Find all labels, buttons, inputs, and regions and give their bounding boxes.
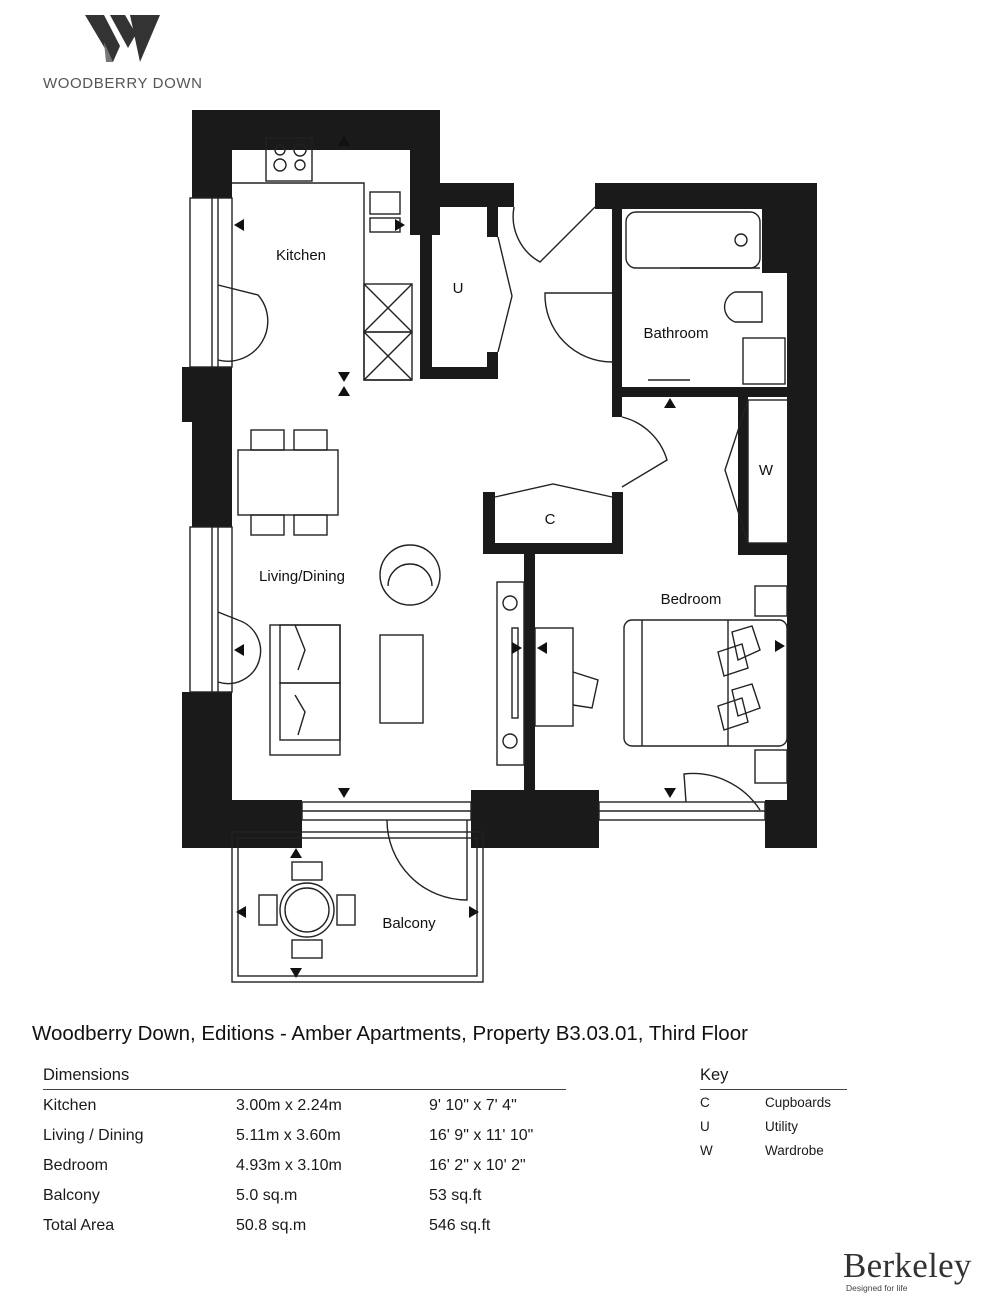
room-label-wardrobe: W [758,462,774,479]
key-meaning: Wardrobe [765,1143,824,1158]
dimension-row [43,1090,566,1120]
utility-doors [498,237,512,352]
dimension-imperial: 16' 9" x 11' 10" [429,1127,534,1144]
key-heading: Key [700,1066,847,1090]
key-row [700,1114,847,1138]
wall-right [787,183,817,848]
dimension-metric: 4.93m x 3.10m [236,1157,342,1174]
dimension-row [43,1120,566,1150]
room-label-cupboard: C [544,511,556,528]
dimension-metric: 5.11m x 3.60m [236,1127,341,1144]
balcony-outline [232,832,483,982]
wall-utility-right-top [487,207,498,237]
bedroom-window-door [684,774,760,810]
wall-bottom-right [765,800,817,848]
balcony-table [280,883,334,937]
wall-bottom-left [182,800,302,848]
dimension-room: Kitchen [43,1097,97,1114]
bedroom-door [622,417,667,487]
wall-cupboard-right [612,492,623,554]
wall-left-middle [192,367,232,527]
dimension-room: Bedroom [43,1157,108,1174]
cupboard-doors [495,484,612,497]
desk [535,628,573,726]
key-code: C [700,1095,710,1110]
coffee-table [380,635,423,723]
plan-lines [190,138,788,982]
wall-left-upper [192,110,232,198]
bathroom-door [545,293,612,362]
key-table [700,1066,847,1162]
wall-cupboard-bottom [483,543,623,554]
bathtub [626,212,760,268]
window-kitchen [190,198,232,367]
room-label-balcony: Balcony [382,915,436,932]
wall-bathroom-left [612,207,622,387]
sink [370,192,400,214]
property-title: Woodberry Down, Editions - Amber Apartments, Property B3.03.01, Third Floor [32,1022,748,1045]
dimension-metric: 50.8 sq.m [236,1217,307,1234]
dimension-row [43,1210,566,1240]
entrance-door [513,207,595,262]
dimension-room: Balcony [43,1187,100,1204]
dimension-imperial: 53 sq.ft [429,1187,482,1204]
kitchen-window-door [218,285,268,361]
bedside-table-1 [755,586,787,616]
wall-top-middle [440,183,514,207]
dimensions-heading: Dimensions [43,1066,566,1090]
wall-bedroom-left [524,554,535,799]
wall-hall-stub [612,397,622,417]
wall-bathroom-bottom [612,387,788,397]
room-label-bathroom: Bathroom [643,325,709,342]
room-label-bedroom: Bedroom [660,591,722,608]
developer-name: Berkeley [843,1246,972,1285]
double-bed [624,620,787,746]
room-label-living: Living/Dining [259,568,345,585]
brand-name: WOODBERRY DOWN [43,75,203,92]
wall-utility-right-bottom [487,352,498,379]
key-row [700,1090,847,1114]
room-label-utility: U [452,280,464,297]
key-meaning: Cupboards [765,1095,832,1110]
walls [182,110,817,848]
key-code: U [700,1119,710,1134]
bedside-table-2 [755,750,787,783]
wall-wardrobe-left [738,397,748,555]
wall-utility-bottom [420,367,498,379]
dimension-row [43,1150,566,1180]
desk-chair [573,672,598,708]
dimension-room: Living / Dining [43,1127,144,1144]
kitchen-worktop [232,183,412,380]
window-living [190,527,232,692]
dining-table [238,450,338,515]
dimension-imperial: 9' 10" x 7' 4" [429,1097,517,1114]
toilet [725,292,762,322]
dimension-imperial: 546 sq.ft [429,1217,491,1234]
developer-logo [843,1248,972,1293]
key-meaning: Utility [765,1119,798,1134]
dimension-imperial: 16' 2" x 10' 2" [429,1157,526,1174]
key-row [700,1138,847,1162]
dimension-row [43,1180,566,1210]
room-label-kitchen: Kitchen [275,247,327,264]
developer-tagline: Designed for life [846,1283,908,1293]
basin [743,338,785,384]
wall-wardrobe-bottom [738,543,788,555]
dimension-metric: 3.00m x 2.24m [236,1097,342,1114]
dimension-room: Total Area [43,1217,115,1234]
wall-utility-left [420,207,432,379]
armchair [380,545,440,605]
dimensions-table [43,1066,566,1240]
key-code: W [700,1143,713,1158]
dimension-metric: 5.0 sq.m [236,1187,298,1204]
